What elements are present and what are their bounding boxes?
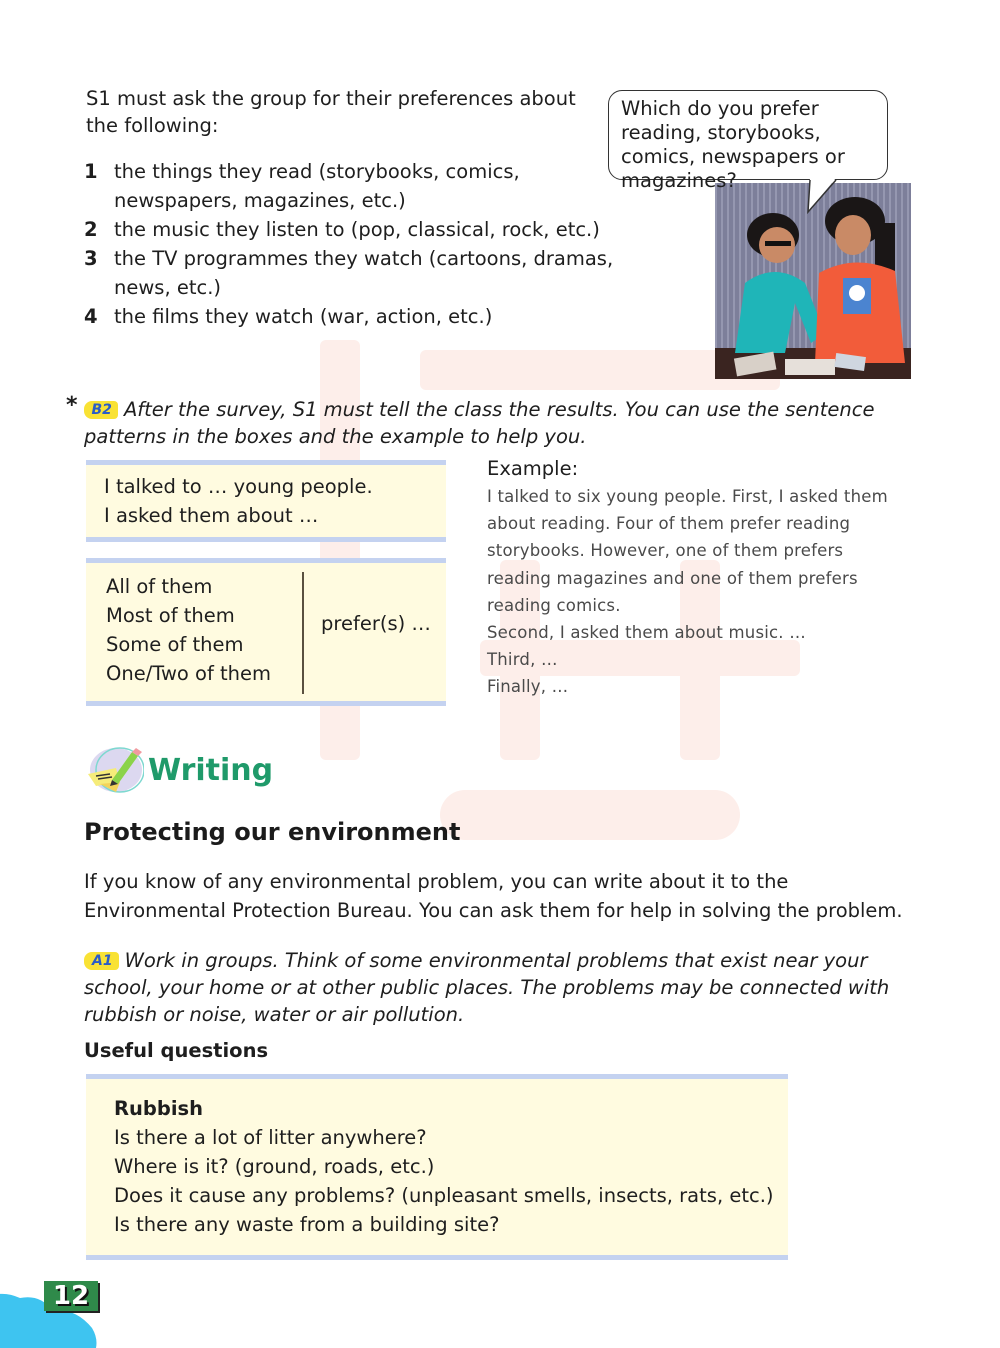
item-number: 1 <box>84 160 98 183</box>
list-item <box>84 302 614 331</box>
item-text: the TV programmes they watch (cartoons, dramas, news, etc.) <box>114 247 614 299</box>
example-heading: Example: <box>487 457 579 480</box>
paragraph-line: If you know of any environmental problem, you can write about it to the <box>84 870 789 893</box>
task-b2-line1: After the survey, S1 must tell the class the results. You can use the sentence <box>123 398 875 421</box>
example-line: reading comics. <box>487 595 621 615</box>
useful-questions-box <box>86 1074 788 1260</box>
sentence-pattern-box <box>86 558 446 706</box>
example-line: storybooks. However, one of them prefers <box>487 541 844 561</box>
pattern-subject: Some of them <box>106 633 244 656</box>
pencil-paper-icon <box>86 744 144 796</box>
item-number: 3 <box>84 247 98 270</box>
page-number: 12 <box>44 1281 98 1311</box>
task-a1-line3: rubbish or noise, water or air pollution. <box>84 1003 465 1026</box>
item-text: the things they read (storybooks, comics, newspapers, magazines, etc.) <box>114 160 520 212</box>
writing-intro-paragraph <box>84 867 924 925</box>
item-number: 2 <box>84 218 98 241</box>
pattern-subject: Most of them <box>106 604 235 627</box>
example-line: reading magazines and one of them prefers <box>487 568 858 588</box>
example-line: I talked to six young people. First, I asked them <box>487 487 888 506</box>
pattern-verb: prefer(s) … <box>321 612 431 635</box>
list-item <box>84 244 614 302</box>
sentence-pattern-box <box>86 460 446 542</box>
example-line: Finally, … <box>487 677 569 697</box>
writing-section-header <box>86 744 273 796</box>
task-a1-line2: school, your home or at other public places. The problems may be connected with <box>84 976 890 999</box>
list-item <box>84 157 614 215</box>
pattern-line: I talked to … young people. <box>104 475 373 498</box>
useful-questions-heading: Useful questions <box>84 1039 269 1062</box>
pattern-line: I asked them about … <box>104 504 319 527</box>
question-item: Does it cause any problems? (unpleasant smells, insects, rats, etc.) <box>114 1184 774 1207</box>
writing-section-label: Writing <box>148 752 274 788</box>
pattern-subject: One/Two of them <box>106 662 272 685</box>
task-badge-b2: B2 <box>84 401 118 419</box>
speech-bubble-tail <box>806 178 846 214</box>
task-b2-line2: patterns in the boxes and the example to help you. <box>84 425 587 448</box>
task-b2-instruction <box>66 392 886 450</box>
section-title: Protecting our environment <box>84 818 461 846</box>
paragraph-line: Environmental Protection Bureau. You can ask them for help in solving the problem. <box>84 899 903 922</box>
task-a1-line1: Work in groups. Think of some environmental problems that exist near your <box>124 949 868 972</box>
pattern-subject: All of them <box>106 575 213 598</box>
example-line: about reading. Four of them prefer reading <box>487 514 851 534</box>
divider <box>302 572 304 694</box>
example-block <box>487 455 917 701</box>
task-badge-a1: A1 <box>84 952 119 970</box>
example-line: Second, I asked them about music. … <box>487 623 806 643</box>
question-category: Rubbish <box>114 1097 203 1120</box>
item-text: the films they watch (war, action, etc.) <box>114 305 493 328</box>
task-a1-instruction <box>84 947 914 1028</box>
item-text: the music they listen to (pop, classical, rock, etc.) <box>114 218 600 241</box>
question-item: Where is it? (ground, roads, etc.) <box>114 1155 435 1178</box>
item-number: 4 <box>84 305 98 328</box>
question-item: Is there any waste from a building site? <box>114 1213 500 1236</box>
speech-bubble: Which do you prefer reading, storybooks, comics, newspapers or magazines? <box>608 90 888 180</box>
example-line: Third, … <box>487 650 558 670</box>
intro-text: S1 must ask the group for their preferences about the following: <box>86 87 576 137</box>
optional-star-marker: * <box>66 393 78 418</box>
watermark <box>440 790 740 840</box>
preference-list <box>84 157 614 331</box>
question-item: Is there a lot of litter anywhere? <box>114 1126 427 1149</box>
list-item <box>84 215 614 244</box>
